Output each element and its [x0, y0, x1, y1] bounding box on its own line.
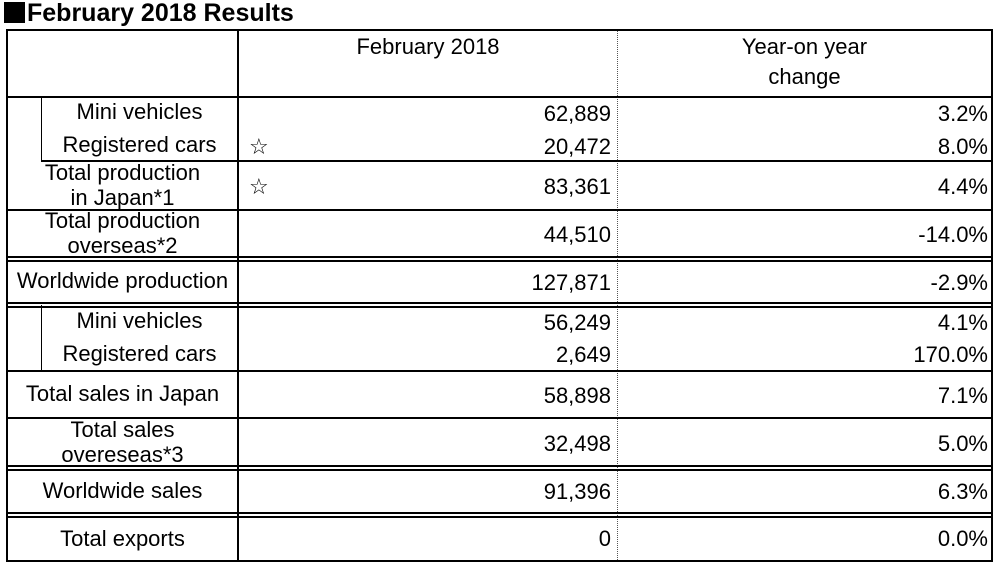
column-header-yoy-line2: change — [768, 64, 841, 89]
page-title — [4, 0, 294, 28]
row-label — [8, 208, 237, 258]
row-value: 127,871 — [531, 270, 611, 295]
column-header-yoy — [618, 32, 991, 92]
row-value: 20,472 — [543, 134, 611, 159]
row-value: 83,361 — [543, 174, 611, 199]
row-label-line1: Total production — [44, 208, 201, 233]
row-value: 0 — [598, 526, 611, 551]
row-label: Total exports — [60, 526, 185, 551]
row-label — [8, 417, 237, 467]
row-change: 4.4% — [937, 174, 988, 199]
row-label-line1: Total production — [44, 160, 201, 185]
square-bullet-icon — [4, 2, 25, 23]
row-label-line2: overeseas*3 — [61, 442, 184, 467]
row-label: Mini vehicles — [76, 99, 203, 124]
row-change: 7.1% — [937, 383, 988, 408]
row-value: 56,249 — [543, 310, 611, 335]
row-change: 6.3% — [937, 479, 988, 504]
row-value: 62,889 — [543, 101, 611, 126]
row-value: 58,898 — [543, 383, 611, 408]
row-value: 44,510 — [543, 222, 611, 247]
row-label: Registered cars — [62, 341, 217, 366]
column-header-yoy-line1: Year-on year — [741, 34, 868, 59]
row-change: -14.0% — [918, 222, 988, 247]
table-border-right — [991, 29, 993, 562]
row-divider — [6, 302, 993, 304]
row-label-line1: Total sales — [70, 417, 175, 442]
star-icon: ☆ — [249, 134, 269, 159]
title-text: February 2018 Results — [27, 0, 294, 27]
row-label: Total sales in Japan — [25, 381, 220, 406]
row-divider — [6, 469, 993, 471]
star-icon: ☆ — [249, 174, 269, 199]
row-divider — [6, 370, 993, 372]
row-change: 4.1% — [937, 310, 988, 335]
row-label: Mini vehicles — [76, 308, 203, 333]
row-divider — [6, 512, 993, 514]
row-change: 5.0% — [937, 431, 988, 456]
row-label-line2: in Japan*1 — [70, 185, 175, 210]
row-divider — [6, 260, 993, 262]
row-change: -2.9% — [930, 270, 988, 295]
row-label-line2: overseas*2 — [67, 233, 178, 258]
row-change: 0.0% — [937, 526, 988, 551]
row-value: 32,498 — [543, 431, 611, 456]
column-header-period: February 2018 — [356, 34, 500, 59]
row-label: Worldwide sales — [42, 478, 203, 503]
row-label: Registered cars — [62, 132, 217, 157]
row-value: 2,649 — [555, 342, 611, 367]
row-change: 8.0% — [937, 134, 988, 159]
table-border-bottom — [6, 560, 993, 562]
row-label: Worldwide production — [16, 268, 229, 293]
row-label — [8, 160, 237, 210]
row-divider — [6, 516, 993, 518]
header-divider — [6, 96, 993, 98]
row-change: 3.2% — [937, 101, 988, 126]
row-change: 170.0% — [913, 342, 988, 367]
row-value: 91,396 — [543, 479, 611, 504]
table-border-top — [6, 29, 993, 31]
